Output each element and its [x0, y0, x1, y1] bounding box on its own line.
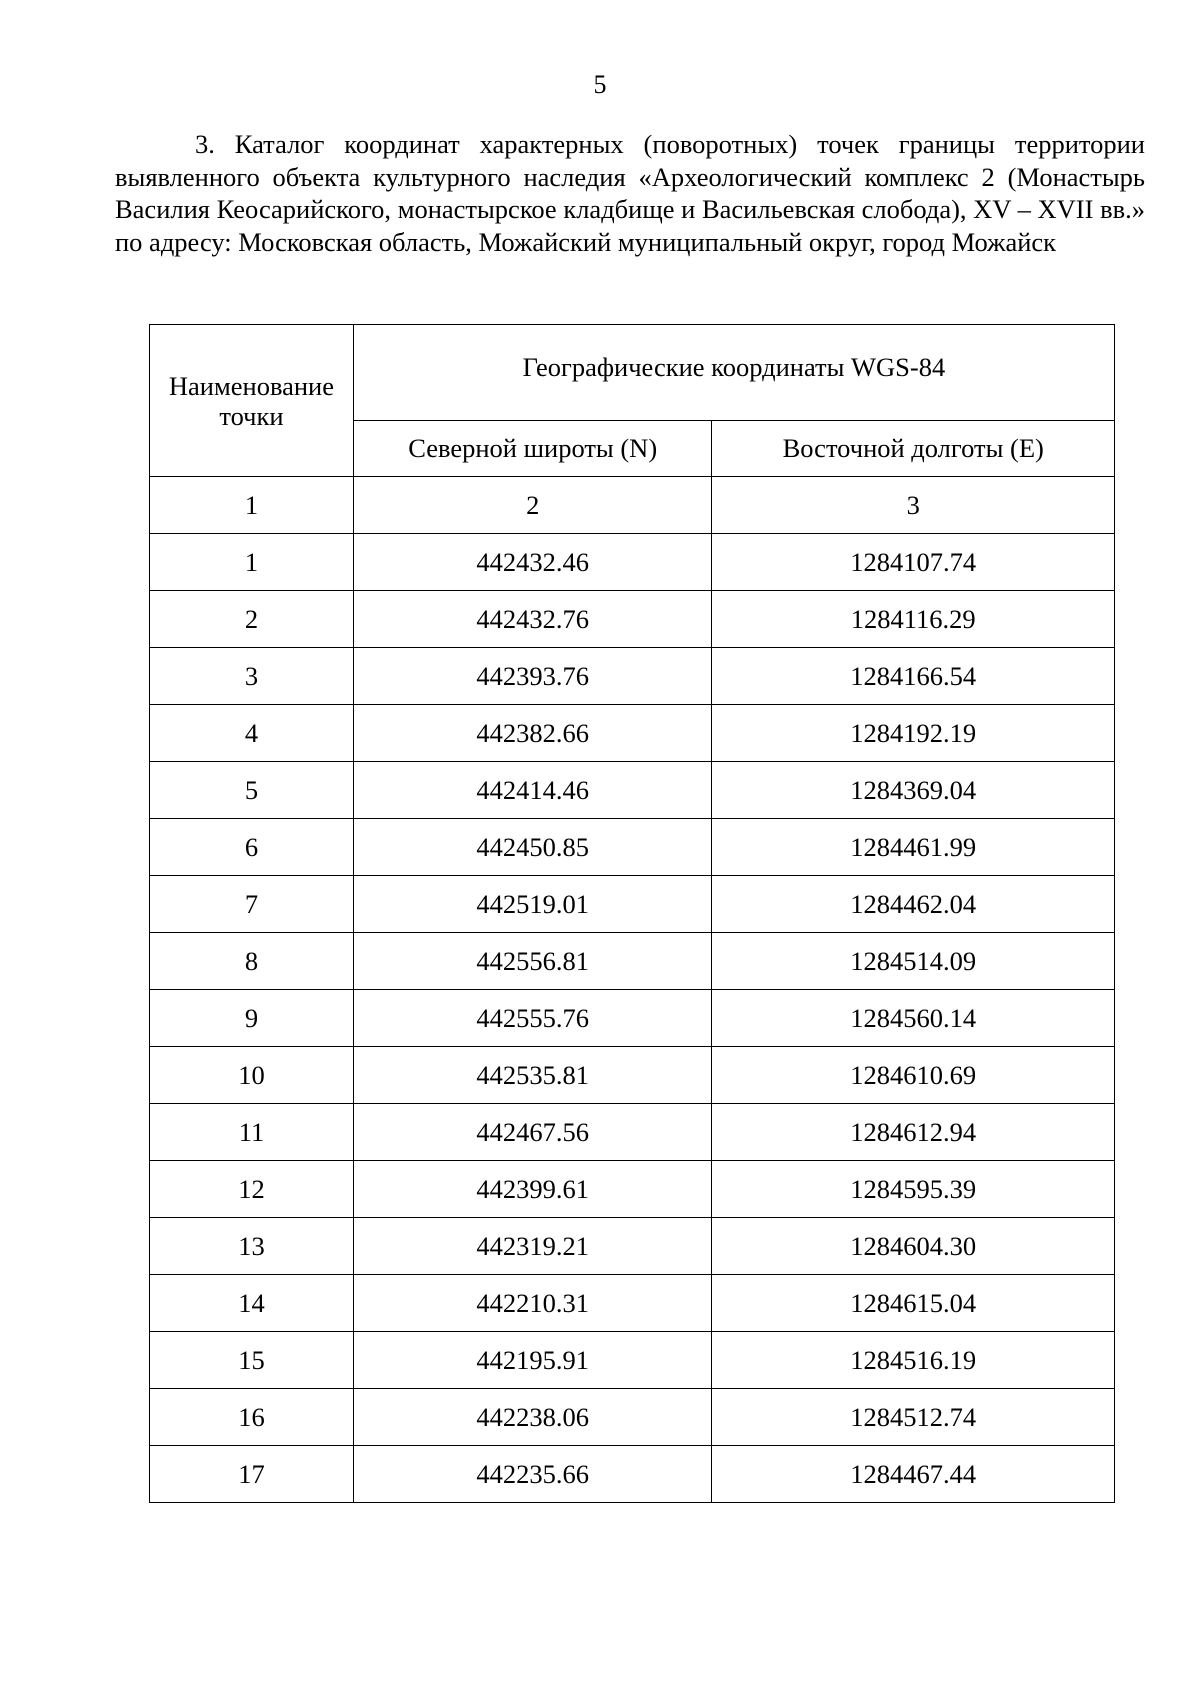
east-longitude-cell: 1284612.94 [712, 1104, 1115, 1161]
point-name-cell: 1 [150, 534, 354, 591]
table-row [150, 819, 1115, 876]
east-longitude-cell: 1284462.04 [712, 876, 1115, 933]
east-longitude-cell: 1284461.99 [712, 819, 1115, 876]
column-number-1: 1 [150, 477, 354, 534]
table-row [150, 1218, 1115, 1275]
east-longitude-cell: 1284560.14 [712, 990, 1115, 1047]
north-latitude-cell: 442535.81 [353, 1047, 712, 1104]
point-name-cell: 5 [150, 762, 354, 819]
point-name-cell: 9 [150, 990, 354, 1047]
column-number-2: 2 [353, 477, 712, 534]
table-row [150, 1332, 1115, 1389]
column-number-3: 3 [712, 477, 1115, 534]
east-longitude-cell: 1284166.54 [712, 648, 1115, 705]
table-row [150, 1047, 1115, 1104]
north-latitude-cell: 442555.76 [353, 990, 712, 1047]
point-name-cell: 16 [150, 1389, 354, 1446]
north-latitude-cell: 442235.66 [353, 1446, 712, 1503]
point-name-cell: 12 [150, 1161, 354, 1218]
table-body [150, 534, 1115, 1503]
north-latitude-cell: 442382.66 [353, 705, 712, 762]
east-longitude-cell: 1284369.04 [712, 762, 1115, 819]
point-name-cell: 11 [150, 1104, 354, 1161]
table-row [150, 1104, 1115, 1161]
header-east-longitude: Восточной долготы (E) [712, 421, 1115, 477]
point-name-cell: 13 [150, 1218, 354, 1275]
east-longitude-cell: 1284610.69 [712, 1047, 1115, 1104]
table-row [150, 1389, 1115, 1446]
north-latitude-cell: 442399.61 [353, 1161, 712, 1218]
table-row [150, 1275, 1115, 1332]
point-name-cell: 10 [150, 1047, 354, 1104]
north-latitude-cell: 442450.85 [353, 819, 712, 876]
north-latitude-cell: 442432.46 [353, 534, 712, 591]
header-point-name: Наименование точки [150, 325, 354, 477]
north-latitude-cell: 442556.81 [353, 933, 712, 990]
table-row [150, 705, 1115, 762]
east-longitude-cell: 1284116.29 [712, 591, 1115, 648]
north-latitude-cell: 442432.76 [353, 591, 712, 648]
table-row [150, 648, 1115, 705]
section-heading: 3. Каталог координат характерных (поворотных) точек границы территории выявленного объекта культурного наследия «Археологический комплекс 2 (Монастырь Василия Кеосарийского, монастырское кладбище и Васильевская слобода), XV – XVII вв.» по адресу: Московская область, Можайский муниципальный округ, город Можайск [115, 129, 1145, 257]
east-longitude-cell: 1284512.74 [712, 1389, 1115, 1446]
header-geo-coordinates: Географические координаты WGS-84 [353, 325, 1114, 421]
point-name-cell: 2 [150, 591, 354, 648]
table-row [150, 762, 1115, 819]
coordinates-table [149, 324, 1115, 1503]
north-latitude-cell: 442195.91 [353, 1332, 712, 1389]
north-latitude-cell: 442319.21 [353, 1218, 712, 1275]
point-name-cell: 17 [150, 1446, 354, 1503]
table-row [150, 933, 1115, 990]
east-longitude-cell: 1284595.39 [712, 1161, 1115, 1218]
east-longitude-cell: 1284192.19 [712, 705, 1115, 762]
north-latitude-cell: 442414.46 [353, 762, 712, 819]
page-number: 5 [593, 70, 607, 99]
point-name-cell: 6 [150, 819, 354, 876]
table-row [150, 1446, 1115, 1503]
east-longitude-cell: 1284615.04 [712, 1275, 1115, 1332]
table-row [150, 591, 1115, 648]
point-name-cell: 4 [150, 705, 354, 762]
north-latitude-cell: 442467.56 [353, 1104, 712, 1161]
header-north-latitude: Северной широты (N) [353, 421, 712, 477]
north-latitude-cell: 442238.06 [353, 1389, 712, 1446]
point-name-cell: 8 [150, 933, 354, 990]
north-latitude-cell: 442210.31 [353, 1275, 712, 1332]
north-latitude-cell: 442519.01 [353, 876, 712, 933]
table-row [150, 876, 1115, 933]
east-longitude-cell: 1284467.44 [712, 1446, 1115, 1503]
point-name-cell: 14 [150, 1275, 354, 1332]
point-name-cell: 3 [150, 648, 354, 705]
east-longitude-cell: 1284514.09 [712, 933, 1115, 990]
point-name-cell: 7 [150, 876, 354, 933]
north-latitude-cell: 442393.76 [353, 648, 712, 705]
east-longitude-cell: 1284107.74 [712, 534, 1115, 591]
table-row [150, 990, 1115, 1047]
east-longitude-cell: 1284604.30 [712, 1218, 1115, 1275]
point-name-cell: 15 [150, 1332, 354, 1389]
east-longitude-cell: 1284516.19 [712, 1332, 1115, 1389]
table-row [150, 1161, 1115, 1218]
table-row [150, 534, 1115, 591]
